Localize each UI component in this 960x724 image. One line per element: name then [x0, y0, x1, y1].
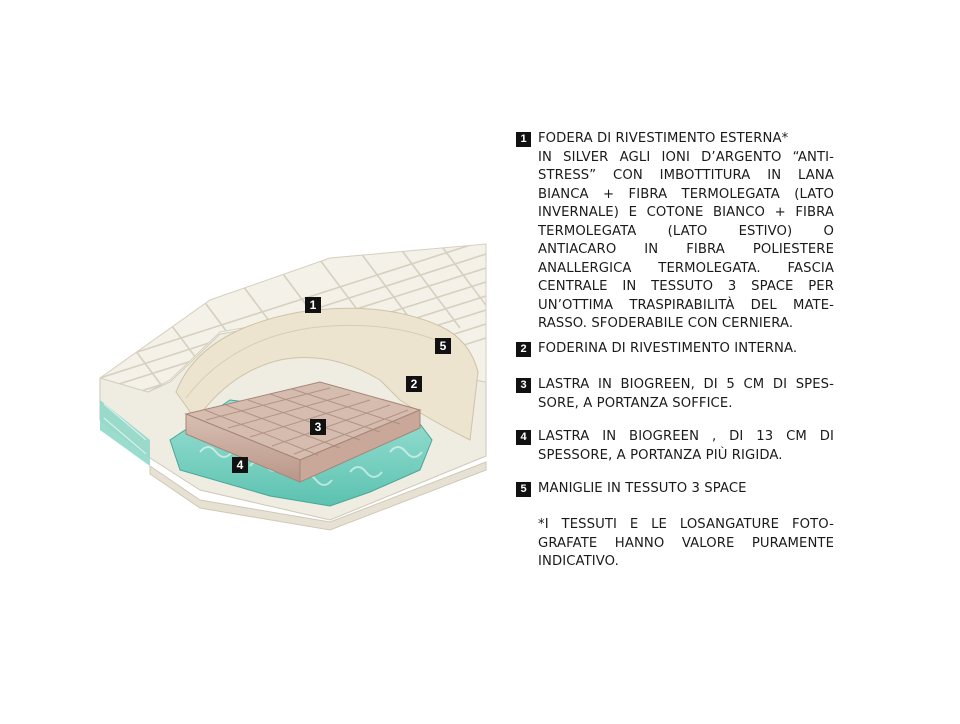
legend-note-text: *I TESSUTI E LE LOSANGATURE FOTO-GRAFATE HANNO VALORE PURAMENTE INDICATIVO. — [538, 517, 834, 569]
legend-text-3: LASTRA IN BIOGREEN, DI 5 CM DI SPES-SORE, A PORTANZA SOFFICE. — [538, 377, 834, 411]
callout-4: 4 — [232, 457, 248, 473]
callout-2: 2 — [406, 376, 422, 392]
callout-3: 3 — [310, 419, 326, 435]
legend-text-5: MANIGLIE IN TESSUTO 3 SPACE — [538, 481, 747, 496]
legend-number-3: 3 — [516, 378, 531, 393]
legend-text-2: FODERINA DI RIVESTIMENTO INTERNA. — [538, 341, 798, 356]
legend-text-1: FODERA DI RIVESTIMENTO ESTERNA* IN SILVER AGLI IONI D’ARGENTO “ANTI-STRESS” CON IMBOTTITURA IN LANA BIANCA + FIBRA TERMOLEGATA (LATO INVERNALE) E COTONE BIANCO + FIBRA TERMOLEGATA (LATO ESTIVO) O ANTIACARO IN FIBRA POLIESTERE ANALLERGICA TERMOLEGATA. FASCIA CENTRALE IN TESSUTO 3 SPACE PER UN’OTTIMA TRASPIRABILITÀ DEL MATE-RASSO. SFODERABILE CON CERNIERA. — [538, 131, 834, 331]
legend-text-4: LASTRA IN BIOGREEN , DI 13 CM DI SPESSORE, A PORTANZA PIÙ RIGIDA. — [538, 429, 834, 463]
legend-number-1: 1 — [516, 132, 531, 147]
legend-number-4: 4 — [516, 430, 531, 445]
legend-number-5: 5 — [516, 482, 531, 497]
callout-1: 1 — [305, 297, 321, 313]
legend-number-2: 2 — [516, 342, 531, 357]
callout-5: 5 — [435, 338, 451, 354]
